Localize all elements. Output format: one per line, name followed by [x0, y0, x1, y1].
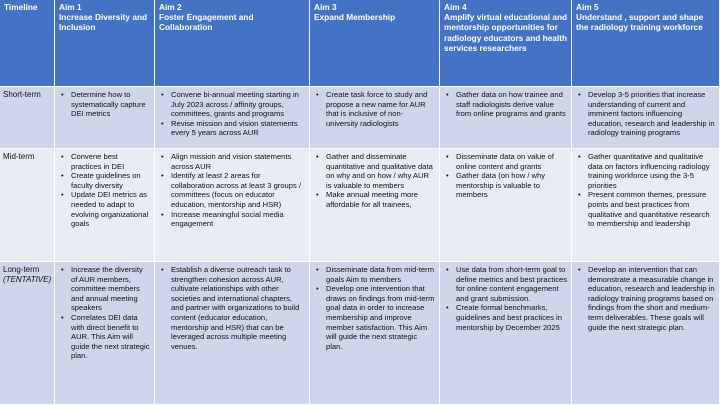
bullet-list — [572, 262, 719, 332]
bullet-item: • Gather data (on how / why mentorship is valuable to members — [445, 171, 567, 200]
aim-title: Increase Diversity and Inclusion — [59, 12, 148, 33]
timeline-label: Short-term — [3, 90, 41, 99]
row-label-mid-term — [0, 149, 55, 262]
aim-number: Aim 5 — [576, 2, 599, 12]
row-label-short-term — [0, 87, 55, 149]
bullet-item: • Revise mission and vision statements every 5 years across AUR — [160, 119, 305, 138]
tentative-note: (TENTATIVE) — [3, 275, 52, 284]
bullet-item: • Update DEI metrics as needed to adapt to evolving organizational goals — [60, 190, 150, 228]
bullet-item: • Create formal benchmarks, guidelines and best practices in mentorship by December 2025 — [445, 303, 567, 332]
cell-short-term-aim-4 — [440, 87, 572, 149]
cell-short-term-aim-5 — [572, 87, 720, 149]
bullet-item: • Increase the diversity of AUR members, committee members and annual meeting speakers — [60, 265, 150, 313]
bullet-item: • Present common themes, pressure points and best practices from qualitative and quantitative research to membership and leadership — [577, 190, 715, 228]
bullet-item: • Create task force to study and propose a new name for AUR that is inclusive of non-university radiologists — [315, 90, 435, 128]
cell-mid-term-aim-4 — [440, 149, 572, 262]
bullet-item: • Identify at least 2 areas for collaboration across at least 3 groups / committees (focus on educator education, mentorship and HSR) — [160, 171, 305, 209]
bullet-item: • Establish a diverse outreach task to strengthen cohesion across AUR, cultivate relationships with other societies and international chapters, and partner with organizations to build content (educator education, mentorship and HSR) that can be leveraged across multiple meeting venues. — [160, 265, 305, 351]
bullet-item: • Create guidelines on faculty diversity — [60, 171, 150, 190]
bullet-item: • Disseminate data on value of online content and grants — [445, 152, 567, 171]
header-aim-3 — [310, 0, 440, 87]
aim-number: Aim 1 — [59, 2, 82, 12]
header-timeline — [0, 0, 55, 87]
aim-title: Expand Membership — [314, 12, 396, 23]
bullet-list — [55, 262, 154, 361]
aim-number: Aim 4 — [444, 2, 467, 12]
cell-short-term-aim-2 — [155, 87, 310, 149]
cell-mid-term-aim-3 — [310, 149, 440, 262]
row-label-long-term — [0, 262, 55, 405]
aim-title: Foster Engagement and Collaboration — [159, 12, 254, 33]
cell-long-term-aim-5 — [572, 262, 720, 405]
timeline-label: Long-term — [3, 265, 40, 274]
cell-short-term-aim-3 — [310, 87, 440, 149]
bullet-item: • Use data from short-term goal to define metrics and best practices for online content engagement and grant submission. — [445, 265, 567, 303]
aim-number: Aim 2 — [159, 2, 182, 12]
cell-mid-term-aim-1 — [55, 149, 155, 262]
header-aim-2 — [155, 0, 310, 87]
cell-mid-term-aim-5 — [572, 149, 720, 262]
bullet-list — [310, 87, 439, 128]
bullet-list — [55, 149, 154, 229]
bullet-list — [55, 87, 154, 119]
header-aim-4 — [440, 0, 572, 87]
bullet-list — [155, 149, 309, 229]
cell-long-term-aim-3 — [310, 262, 440, 405]
bullet-item: • Develop 3-5 priorities that increase understanding of current and imminent factors influencing education, research and leadership in radiology training programs — [577, 90, 715, 138]
bullet-list — [440, 87, 571, 119]
aim-title: Understand , support and shape the radiology training workforce — [576, 12, 704, 33]
bullet-list — [440, 149, 571, 200]
bullet-item: • Gather quantitative and qualitative data on factors influencing radiology training workforce using the 3-5 priorities — [577, 152, 715, 190]
aim-number: Aim 3 — [314, 2, 337, 12]
aim-title: Amplify virtual educational and mentorship opportunities for radiology educators and health services researchers — [444, 12, 568, 53]
bullet-item: • Correlates DEI data with direct benefit to AUR. This Aim will guide the next strategic plan. — [60, 313, 150, 361]
bullet-item: • Disseminate data from mid-term goals Aim to members — [315, 265, 435, 284]
bullet-item: • Gather and disseminate quantitative and qualitative data on why and on how / why AUR is valuable to members — [315, 152, 435, 190]
header-timeline-label: Timeline — [4, 2, 38, 12]
cell-long-term-aim-2 — [155, 262, 310, 405]
bullet-item: • Align mission and vision statements across AUR — [160, 152, 305, 171]
bullet-list — [310, 149, 439, 210]
header-aim-5 — [572, 0, 720, 87]
bullet-list — [440, 262, 571, 332]
bullet-list — [310, 262, 439, 351]
bullet-list — [572, 87, 719, 138]
bullet-item: • Develop an intervention that can demonstrate a measurable change in education, research and leadership in radiology training programs based on findings from the short and medium-term deliverables. These goals will guide the next strategic plan. — [577, 265, 715, 332]
cell-mid-term-aim-2 — [155, 149, 310, 262]
bullet-item: • Convene best practices in DEI — [60, 152, 150, 171]
cell-long-term-aim-4 — [440, 262, 572, 405]
bullet-item: • Gather data on how trainee and staff radiologists derive value from online programs and grants — [445, 90, 567, 119]
timeline-label: Mid-term — [3, 152, 35, 161]
bullet-item: • Increase meaningful social media engagement — [160, 210, 305, 229]
bullet-list — [155, 262, 309, 351]
cell-short-term-aim-1 — [55, 87, 155, 149]
bullet-item: • Make annual meeting more affordable for all trainees, — [315, 190, 435, 209]
bullet-list — [572, 149, 719, 229]
bullet-list — [155, 87, 309, 138]
cell-long-term-aim-1 — [55, 262, 155, 405]
bullet-item: • Determine how to systematically capture DEI metrics — [60, 90, 150, 119]
header-aim-1 — [55, 0, 155, 87]
bullet-item: • Develop one intervention that draws on findings from mid-term goal data in order to increase membership and improve member satisfaction. This Aim will guide the next strategic plan. — [315, 284, 435, 351]
bullet-item: • Convene bi-annual meeting starting in July 2023 across / affinity groups, committees, grants and programs — [160, 90, 305, 119]
